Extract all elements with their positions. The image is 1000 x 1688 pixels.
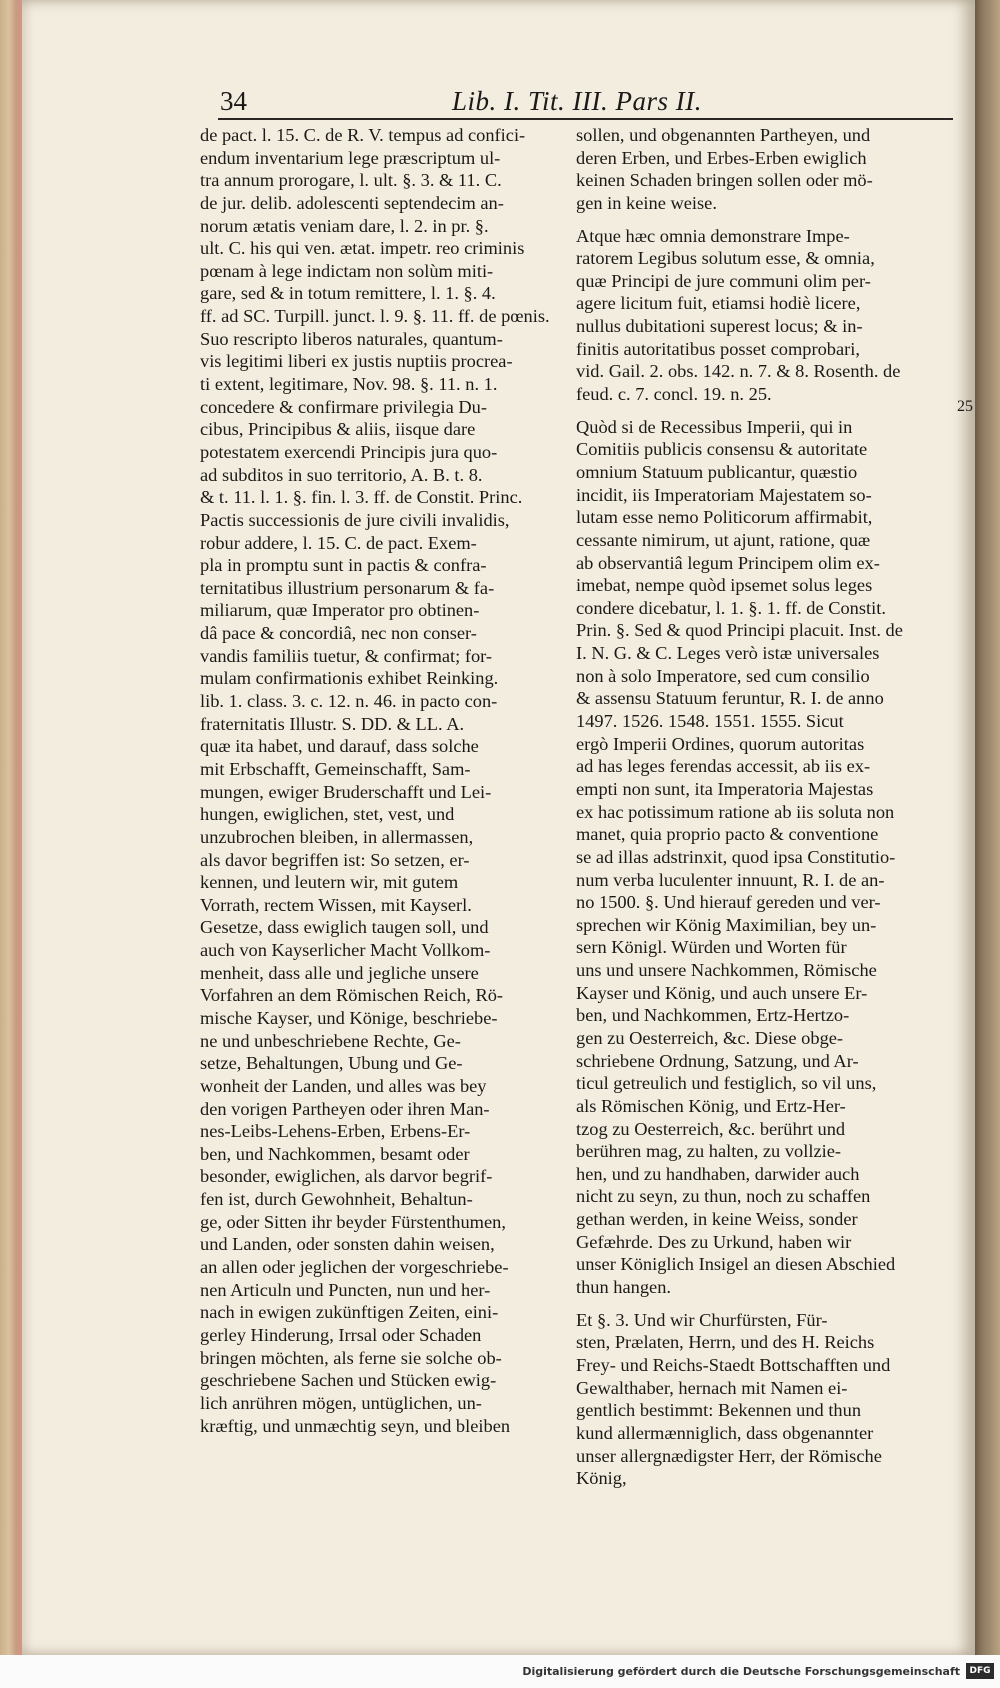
text-line: tra annum prorogare, l. ult. §. 3. & 11. C. <box>200 170 502 191</box>
right-text-column <box>576 124 952 1490</box>
text-line: agere licitum fuit, etiamsi hodiè licere, <box>576 293 861 314</box>
text-line: ergò Imperii Ordines, quorum autoritas <box>576 733 865 754</box>
text-line: kennen, und leutern wir, mit gutem <box>200 872 459 893</box>
text-line: bringen möchten, als ferne sie solche ob- <box>200 1347 502 1368</box>
text-line: & t. 11. l. 1. §. fin. l. 3. ff. de Constit. Princ. <box>200 487 523 508</box>
text-line: uns und unsere Nachkommen, Römische <box>576 960 877 981</box>
text-line: nicht zu seyn, zu thun, noch zu schaffen <box>576 1186 871 1207</box>
text-line: sern Königl. Würden und Worten für <box>576 937 847 958</box>
text-line: Frey- und Reichs-Staedt Bottschafften und <box>576 1354 891 1375</box>
text-line: ben, und Nachkommen, besamt oder <box>200 1143 470 1164</box>
text-line: num verba luculenter innuunt, R. I. de an- <box>576 869 885 890</box>
text-line: hungen, ewiglichen, stet, vest, und <box>200 804 455 825</box>
text-line: 1497. 1526. 1548. 1551. 1555. Sicut <box>576 711 844 732</box>
text-line: cibus, Principibus & aliis, iisque dare <box>200 419 476 440</box>
text-line: nen Articuln und Puncten, nun und her- <box>200 1279 491 1300</box>
text-line: berühren mag, zu halten, zu vollzie- <box>576 1141 842 1162</box>
text-line: deren Erben, und Erbes-Erben ewiglich <box>576 147 867 168</box>
text-line: ab observantiâ legum Principem olim ex- <box>576 552 880 573</box>
text-line: Et §. 3. Und wir Churfürsten, Für- <box>576 1309 828 1330</box>
text-line: pla in promptu sunt in pactis & confra- <box>200 555 487 576</box>
text-line: auch von Kayserlicher Macht Vollkom- <box>200 940 491 961</box>
text-line: nullus dubitationi superest locus; & in- <box>576 316 863 337</box>
text-line: gen zu Oesterreich, &c. Diese obge- <box>576 1027 844 1048</box>
left-text-column <box>200 124 560 1437</box>
text-line: Gefæhrde. Des zu Urkund, haben wir <box>576 1231 852 1252</box>
running-head: Lib. I. Tit. III. Pars II. <box>452 86 703 116</box>
text-line: als davor begriffen ist: So setzen, er- <box>200 849 470 870</box>
text-line: feud. c. 7. concl. 19. n. 25. <box>576 384 772 405</box>
text-line: non à solo Imperatore, sed cum consilio <box>576 665 870 686</box>
text-line: thun hangen. <box>576 1277 671 1298</box>
text-line: Suo rescripto liberos naturales, quantum- <box>200 328 503 349</box>
text-line: dâ pace & concordiâ, nec non conser- <box>200 623 477 644</box>
text-line: ne und unbeschriebene Rechte, Ge- <box>200 1030 461 1051</box>
text-line: Pactis successionis de jure civili invalidis, <box>200 509 510 530</box>
text-line: lib. 1. class. 3. c. 12. n. 46. in pacto con- <box>200 691 498 712</box>
text-line: norum ætatis veniam dare, l. 2. in pr. §. <box>200 215 489 236</box>
text-line: ge, oder Sitten ihr beyder Fürstenthumen, <box>200 1211 506 1232</box>
text-line: imebat, nempe quòd ipsemet solus leges <box>576 575 873 596</box>
text-line: vandis familiis tuetur, & confirmat; for- <box>200 645 493 666</box>
text-line: se ad illas adstrinxit, quod ipsa Constitutio- <box>576 846 896 867</box>
text-line: de jur. delib. adolescenti septendecim an- <box>200 192 504 213</box>
text-line: unzubrochen bleiben, in allermassen, <box>200 826 474 847</box>
text-line: incidit, iis Imperatoriam Majestatem so- <box>576 484 872 505</box>
footer-credit: Digitalisierung gefördert durch die Deutsche Forschungsgemeinschaft <box>522 1665 960 1678</box>
text-line: endum inventarium lege præscriptum ul- <box>200 147 501 168</box>
text-line: ex hac potissimum ratione ab iis soluta non <box>576 801 895 822</box>
text-line: wonheit der Landen, und alles was bey <box>200 1075 487 1096</box>
text-line <box>576 215 952 225</box>
text-line: ti extent, legitimare, Nov. 98. §. 11. n. 1. <box>200 374 498 395</box>
text-line: kræftig, und unmæchtig seyn, und bleiben <box>200 1415 511 1436</box>
text-line: mit Erbschafft, Gemeinschafft, Sam- <box>200 758 471 779</box>
text-line: fraternitatis Illustr. S. DD. & LL. A. <box>200 713 465 734</box>
text-line: Atque hæc omnia demonstrare Impe- <box>576 225 850 246</box>
text-line: gare, sed & in totum remittere, l. 1. §. 4. <box>200 283 496 304</box>
text-line: sollen, und obgenannten Partheyen, und <box>576 125 871 145</box>
text-line: gentlich bestimmt: Bekennen und thun <box>576 1400 862 1421</box>
dfg-logo: DFG <box>966 1663 994 1679</box>
text-line: mungen, ewiger Bruderschafft und Lei- <box>200 781 492 802</box>
text-line: den vorigen Partheyen oder ihren Man- <box>200 1098 490 1119</box>
text-line: & assensu Statuum feruntur, R. I. de anno <box>576 688 884 709</box>
text-line: ratorem Legibus solutum esse, & omnia, <box>576 248 875 269</box>
text-line: miliarum, quæ Imperator pro obtinen- <box>200 600 480 621</box>
text-line: tzog zu Oesterreich, &c. berührt und <box>576 1118 846 1139</box>
text-line <box>576 1299 952 1309</box>
text-line: fen ist, durch Gewohnheit, Behaltun- <box>200 1189 473 1210</box>
text-line: Gewalthaber, hernach mit Namen ei- <box>576 1377 848 1398</box>
text-line: Quòd si de Recessibus Imperii, qui in <box>576 416 853 437</box>
text-line: ad subditos in suo territorio, A. B. t. 8. <box>200 464 483 485</box>
text-line: vis legitimi liberi ex justis nuptiis procrea- <box>200 351 513 372</box>
text-line: sprechen wir König Maximilian, bey un- <box>576 914 877 935</box>
page-header <box>22 82 975 122</box>
text-line: robur addere, l. 15. C. de pact. Exem- <box>200 532 477 553</box>
text-line: hen, und zu handhaben, darwider auch <box>576 1163 860 1184</box>
text-line: gethan werden, in keine Weiss, sonder <box>576 1209 858 1230</box>
text-line: quæ Principi de jure communi olim per- <box>576 270 871 291</box>
text-line: Prin. §. Sed & quod Principi placuit. Inst. de <box>576 620 903 641</box>
text-line: ff. ad SC. Turpill. junct. l. 9. §. 11. ff. de pœnis. <box>200 306 550 327</box>
text-line: unser allergnædigster Herr, der Römische <box>576 1445 882 1466</box>
text-line <box>576 406 952 416</box>
text-line: lutam esse nemo Politicorum affirmabit, <box>576 507 873 528</box>
text-line: schriebene Ordnung, Satzung, und Ar- <box>576 1050 859 1071</box>
text-line: no 1500. §. Und hierauf gereden und ver- <box>576 892 881 913</box>
text-line: pœnam à lege indictam non solùm miti- <box>200 260 494 281</box>
text-line: ternitatibus illustrium personarum & fa- <box>200 577 495 598</box>
text-line: gen in keine weise. <box>576 192 717 213</box>
text-line: concedere & confirmare privilegia Du- <box>200 396 487 417</box>
text-line: ticul getreulich und festiglich, so vil uns, <box>576 1073 877 1094</box>
text-line: nes-Leibs-Lehens-Erben, Erbens-Er- <box>200 1121 471 1142</box>
text-line: mulam confirmationis exhibet Reinking. <box>200 668 499 689</box>
text-line: geschriebene Sachen und Stücken ewig- <box>200 1370 497 1391</box>
text-line: König, <box>576 1468 627 1489</box>
text-line: Gesetze, dass ewiglich taugen soll, und <box>200 917 489 938</box>
text-line: Comitiis publicis consensu & autoritate <box>576 439 868 460</box>
text-line: und Landen, oder sonsten dahin weisen, <box>200 1234 495 1255</box>
text-line: Vorfahren an dem Römischen Reich, Rö- <box>200 985 504 1006</box>
text-line: besonder, ewiglichen, als darvor begrif- <box>200 1166 493 1187</box>
text-line: setze, Behaltungen, Ubung und Ge- <box>200 1053 463 1074</box>
text-line: condere dicebatur, l. 1. §. 1. ff. de Constit. <box>576 597 886 618</box>
text-line: finitis autoritatibus posset comprobari, <box>576 338 860 359</box>
book-edge-left <box>0 0 22 1655</box>
book-page <box>22 0 975 1655</box>
text-line: vid. Gail. 2. obs. 142. n. 7. & 8. Rosenth. de <box>576 361 901 382</box>
text-line: nach in ewigen zukünftigen Zeiten, eini- <box>200 1302 499 1323</box>
text-line: ad has leges ferendas accessit, ab iis ex- <box>576 756 871 777</box>
text-line: de pact. l. 15. C. de R. V. tempus ad confici- <box>200 125 526 145</box>
text-line: cessante nimirum, ut ajunt, ratione, quæ <box>576 529 871 550</box>
text-line: sten, Prælaten, Herrn, und des H. Reichs <box>576 1332 875 1353</box>
text-line: unser Königlich Insigel an diesen Abschied <box>576 1254 896 1275</box>
text-line: ben, und Nachkommen, Ertz-Hertzo- <box>576 1005 850 1026</box>
text-line: potestatem exercendi Principis jura quo- <box>200 441 498 462</box>
text-line: an allen oder jeglichen der vorgeschriebe- <box>200 1257 509 1278</box>
text-line: Kayser und König, und auch unsere Er- <box>576 982 868 1003</box>
text-line: kund allermænniglich, dass obgenannter <box>576 1422 874 1443</box>
text-line: omnium Statuum publicantur, quæstio <box>576 461 858 482</box>
text-line: ult. C. his qui ven. ætat. impetr. reo criminis <box>200 238 525 259</box>
text-line: keinen Schaden bringen sollen oder mö- <box>576 170 873 191</box>
text-line: lich anrühren mögen, untüglichen, un- <box>200 1392 482 1413</box>
text-line: Vorrath, rectem Wissen, mit Kayserl. <box>200 894 472 915</box>
text-line: manet, quia proprio pacto & conventione <box>576 824 879 845</box>
text-line: empti non sunt, ita Imperatoria Majestas <box>576 778 874 799</box>
text-line: gerley Hinderung, Irrsal oder Schaden <box>200 1324 482 1345</box>
text-line: als Römischen König, und Ertz-Her- <box>576 1095 846 1116</box>
margin-note: 25 <box>957 398 973 415</box>
digitization-footer <box>0 1655 1000 1688</box>
text-line: mische Kayser, und Könige, beschriebe- <box>200 1007 498 1028</box>
text-line: menheit, dass alle und jegliche unsere <box>200 962 479 983</box>
text-line: I. N. G. & C. Leges verò istæ universales <box>576 643 880 664</box>
header-rule <box>218 118 953 120</box>
text-line: quæ ita habet, und darauf, dass solche <box>200 736 479 757</box>
page-number: 34 <box>220 86 247 116</box>
book-edge-right <box>975 0 1000 1655</box>
